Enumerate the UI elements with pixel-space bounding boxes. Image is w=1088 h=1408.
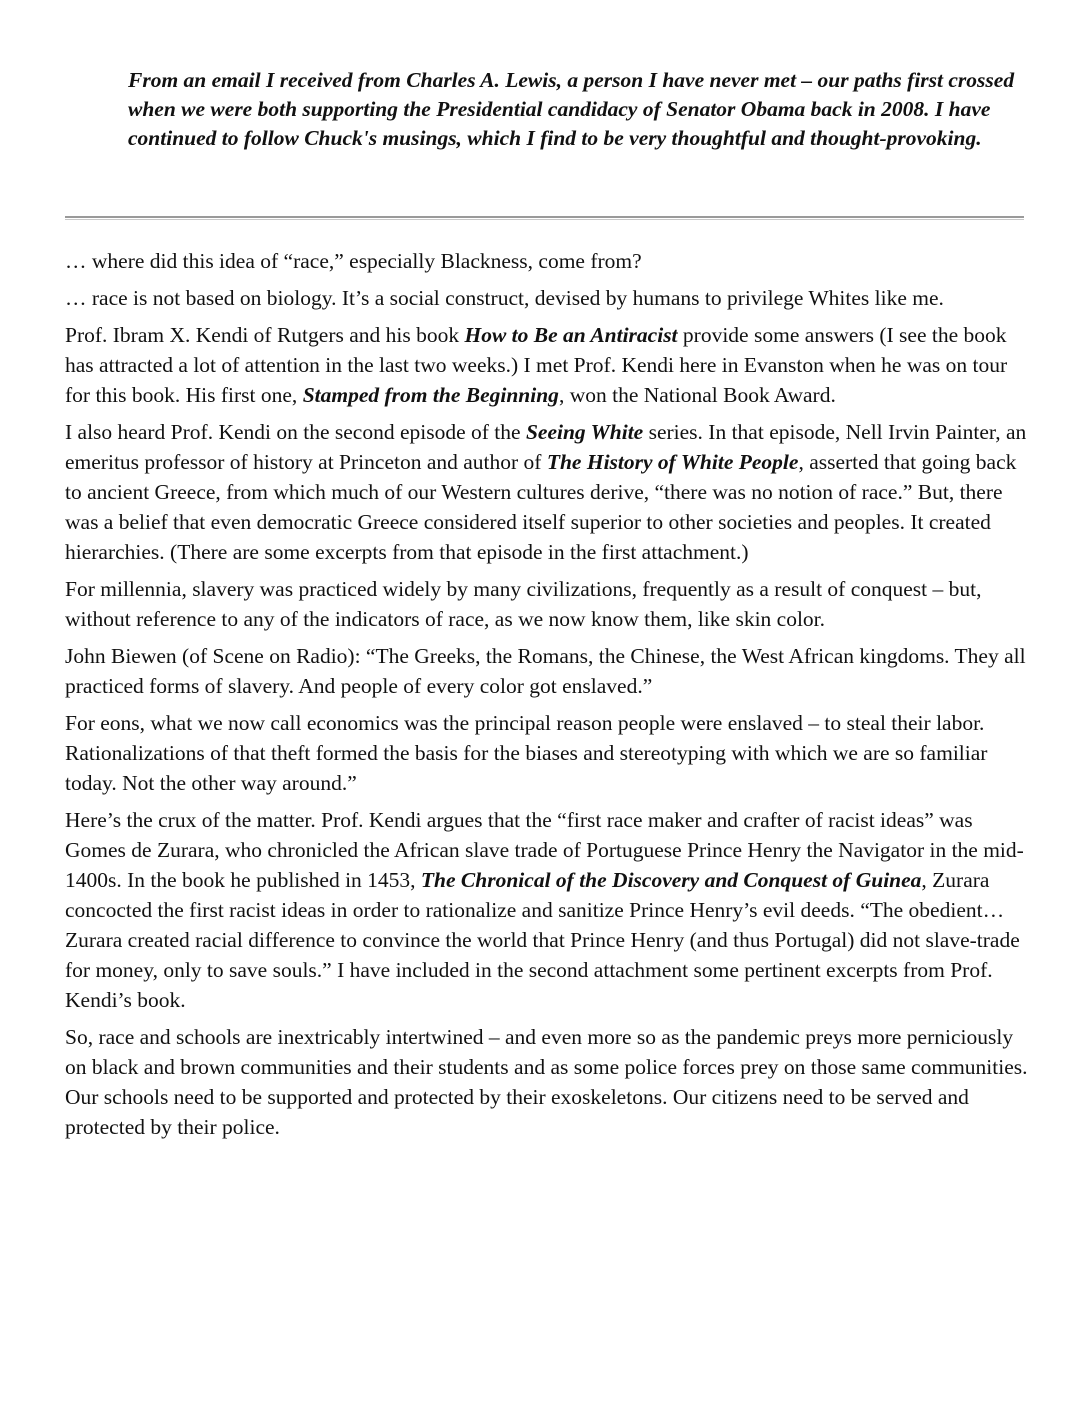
paragraph-3-text-c: , won the National Book Award. — [558, 383, 836, 407]
paragraph-9: So, race and schools are inextricably intertwined – and even more so as the pandemic preys more perniciously on black and brown communities and their students and as some police forces prey on those same communities. Our schools need to be supported and protected by their exoskeletons. Our citizens need to be served and protected by their police. — [65, 1025, 1028, 1139]
series-title-seeing-white: Seeing White — [525, 420, 644, 444]
book-title-chronical: The Chronical of the Discovery and Conquest of Guinea — [420, 868, 922, 892]
paragraph-8-text-a: Here’s the crux of the matter. Prof. Kendi argues that the “first race maker and crafter of racist ideas” was Gomes de Zurara, who chronicled the African slave trade of Portuguese Prince Henry the Navigator in the mid-1400s. In the book he published in 1453, — [65, 808, 1024, 892]
paragraph-4-text-b: series. In that episode, Nell Irvin Painter, an emeritus professor of history at Princeton and author of — [65, 420, 1027, 474]
paragraph-4 — [65, 417, 1030, 567]
horizontal-divider — [65, 216, 1024, 220]
paragraph-4-text-a: I also heard Prof. Kendi on the second episode of the — [65, 420, 526, 444]
document-body — [65, 246, 1030, 1149]
paragraph-8 — [65, 805, 1030, 1015]
paragraph-4-text-c: , asserted that going back to ancient Greece, from which much of our Western cultures derive, “there was no notion of race.” But, there was a belief that even democratic Greece considered itself superior to other societies and peoples. It created hierarchies. (There are some excerpts from that episode in the first attachment.) — [65, 450, 1017, 564]
book-title-history-white-people: The History of White People — [546, 450, 799, 474]
paragraph-7: For eons, what we now call economics was the principal reason people were enslaved – to steal their labor. Rationalizations of that theft formed the basis for the biases and stereotyping with which we are so familiar today. Not the other way around.” — [65, 711, 988, 795]
paragraph-5: For millennia, slavery was practiced widely by many civilizations, frequently as a result of conquest – but, without reference to any of the indicators of race, as we now know them, like skin color. — [65, 577, 982, 631]
paragraph-2: … race is not based on biology. It’s a social construct, devised by humans to privilege Whites like me. — [65, 286, 944, 310]
book-title-stamped: Stamped from the Beginning — [302, 383, 559, 407]
intro-paragraph: From an email I received from Charles A. Lewis, a person I have never met – our paths first crossed when we were both supporting the Presidential candidacy of Senator Obama back in 2008. I have continued to follow Chuck's musings, which I find to be very thoughtful and thought-provoking. — [128, 68, 1015, 150]
book-title-antiracist: How to Be an Antiracist — [464, 323, 678, 347]
paragraph-8-text-b: , Zurara concocted the first racist ideas in order to rationalize and sanitize Prince Henry’s evil deeds. “The obedient…Zurara created racial difference to convince the world that Prince Henry (and thus Portugal) did not slave-trade for money, only to save souls.” I have included in the second attachment some pertinent excerpts from Prof. Kendi’s book. — [65, 868, 1020, 1012]
paragraph-1: … where did this idea of “race,” especially Blackness, come from? — [65, 249, 642, 273]
paragraph-3-text-a: Prof. Ibram X. Kendi of Rutgers and his book — [65, 323, 465, 347]
paragraph-3 — [65, 320, 1030, 410]
paragraph-6: John Biewen (of Scene on Radio): “The Greeks, the Romans, the Chinese, the West African kingdoms. They all practiced forms of slavery. And people of every color got enslaved.” — [65, 644, 1026, 698]
paragraph-3-text-b: provide some answers (I see the book has attracted a lot of attention in the last two weeks.) I met Prof. Kendi here in Evanston when he was on tour for this book. His first one, — [65, 323, 1008, 407]
